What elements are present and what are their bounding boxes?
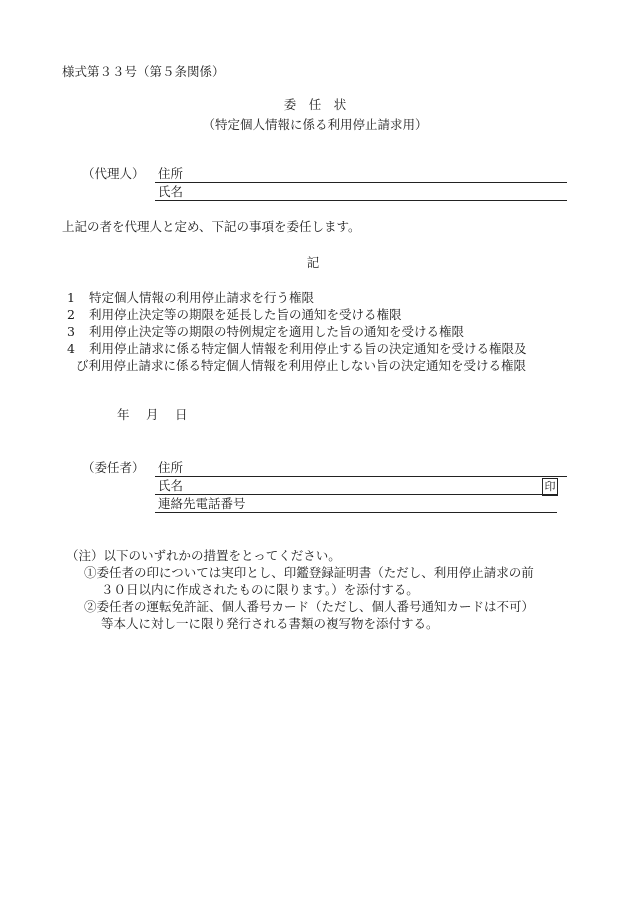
ki-heading: 記 (306, 255, 320, 270)
list-item-number: 4 (67, 341, 75, 356)
principal-label: （委任者） (82, 460, 145, 475)
date-field: 年 月 日 (117, 407, 190, 422)
document-title: 委 任 状 (283, 97, 347, 112)
note-2-line-1: ②委任者の運転免許証、個人番号カード（ただし、個人番号通知カードは不可） (84, 599, 535, 614)
list-item: 利用停止請求に係る特定個人情報を利用停止する旨の決定通知を受ける権限及 (89, 341, 527, 356)
notes-heading: （注）以下のいずれかの措置をとってください。 (66, 548, 341, 563)
note-2-line-2: 等本人に対し一に限り発行される書類の複写物を添付する。 (101, 616, 439, 631)
agent-name-label: 氏名 (158, 184, 184, 199)
list-item-continuation: び利用停止請求に係る特定個人情報を利用停止しない旨の決定通知を受ける権限 (76, 358, 527, 373)
seal-mark: 印 (542, 478, 558, 496)
note-1-line-1: ①委任者の印については実印とし、印鑑登録証明書（ただし、利用停止請求の前 (84, 565, 534, 580)
list-item-number: 3 (67, 324, 75, 339)
agent-address-label: 住所 (158, 166, 184, 181)
agent-address-line (155, 182, 567, 183)
list-item: 特定個人情報の利用停止請求を行う権限 (89, 290, 315, 305)
principal-name-line (155, 494, 557, 495)
principal-name-label: 氏名 (158, 478, 184, 493)
list-item: 利用停止決定等の期限を延長した旨の通知を受ける権限 (89, 307, 402, 322)
form-number: 様式第３３号（第５条関係） (62, 64, 225, 79)
agent-name-line (155, 200, 567, 201)
principal-address-label: 住所 (158, 460, 184, 475)
principal-address-line (155, 476, 567, 477)
list-item: 利用停止決定等の期限の特例規定を適用した旨の通知を受ける権限 (89, 324, 465, 339)
list-item-number: 1 (67, 290, 75, 305)
list-item-number: 2 (67, 307, 75, 322)
principal-phone-label: 連絡先電話番号 (158, 496, 246, 511)
agent-label: （代理人） (82, 166, 145, 181)
intro-text: 上記の者を代理人と定め、下記の事項を委任します。 (62, 219, 361, 234)
document-subtitle: （特定個人情報に係る利用停止請求用） (202, 117, 428, 132)
note-1-line-2: ３０日以内に作成されたものに限ります。）を添付する。 (101, 582, 419, 597)
principal-phone-line (155, 512, 557, 513)
